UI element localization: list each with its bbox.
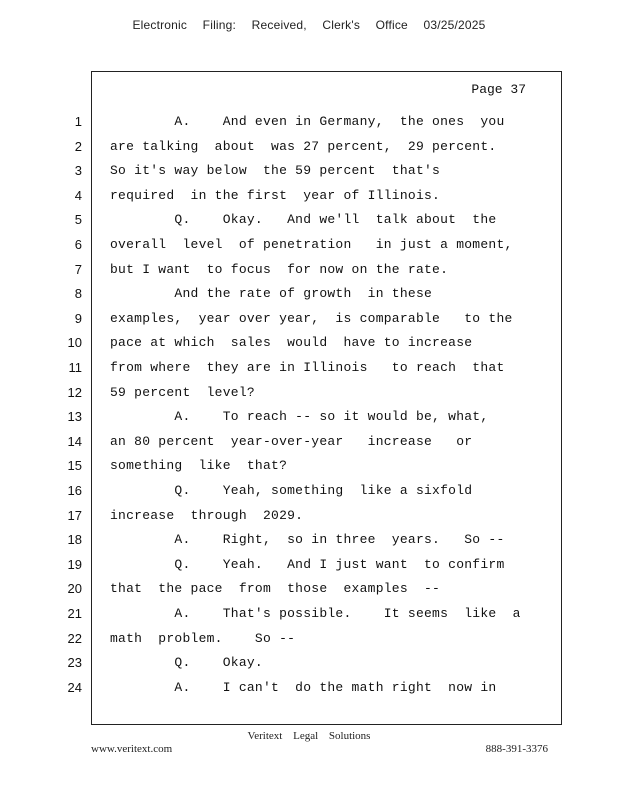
transcript-line: are talking about was 27 percent, 29 percent.	[110, 138, 497, 154]
transcript-line: Q. Yeah, something like a sixfold	[110, 483, 473, 498]
footer-website: www.veritext.com	[91, 743, 173, 755]
transcript-line: overall level of penetration in just a moment,	[110, 237, 513, 252]
line-number: 14	[67, 433, 82, 449]
transcript-line: A. To reach -- so it would be, what,	[110, 409, 489, 425]
transcript-line: A. I can't do the math right now in	[110, 679, 497, 695]
line-number: 15	[67, 458, 82, 474]
transcript-line: pace at which sales would have to increase	[110, 335, 473, 351]
line-number: 16	[67, 483, 82, 498]
line-number: 19	[67, 556, 82, 572]
filing-header	[0, 18, 618, 32]
transcript-line: 59 percent level?	[110, 384, 255, 400]
transcript-line: that the pace from those examples --	[110, 581, 441, 597]
footer-word: Solutions	[328, 730, 371, 742]
transcript-line: Q. Okay.	[110, 655, 263, 671]
line-number: 22	[67, 630, 82, 646]
transcript-line: Q. Okay. And we'll talk about the	[110, 212, 497, 228]
footer-word: Veritext	[247, 730, 283, 742]
footer-company	[0, 730, 618, 742]
line-number: 4	[74, 187, 82, 203]
transcript-line: required in the first year of Illinois.	[110, 187, 441, 203]
line-number: 6	[74, 237, 82, 252]
line-number: 5	[74, 212, 82, 228]
transcript-line: A. And even in Germany, the ones you	[110, 114, 505, 129]
transcript-line: math problem. So --	[110, 630, 296, 646]
line-number: 9	[74, 310, 82, 326]
line-number: 3	[74, 163, 82, 179]
footer-word: Legal	[293, 730, 319, 742]
line-number: 12	[67, 384, 82, 400]
line-number: 23	[67, 655, 82, 671]
transcript-line: examples, year over year, is comparable to the	[110, 310, 513, 326]
transcript-line: increase through 2029.	[110, 507, 304, 523]
transcript-line: So it's way below the 59 percent that's	[110, 163, 441, 179]
transcript-line: A. Right, so in three years. So --	[110, 532, 505, 548]
header-word: Received,	[251, 18, 307, 32]
page-number: Page 37	[471, 82, 526, 97]
transcript-line: Q. Yeah. And I just want to confirm	[110, 556, 505, 572]
line-number: 21	[67, 606, 82, 621]
line-number: 2	[74, 138, 82, 154]
transcript-line: an 80 percent year-over-year increase or	[110, 433, 473, 449]
transcript-line: from where they are in Illinois to reach that	[110, 360, 505, 375]
header-word: Electronic	[132, 18, 188, 32]
header-word: Filing:	[202, 18, 237, 32]
transcript-line: And the rate of growth in these	[110, 286, 433, 302]
header-word: Office	[375, 18, 408, 32]
line-number: 1	[74, 114, 82, 129]
footer-phone: 888-391-3376	[485, 743, 548, 755]
header-date: 03/25/2025	[423, 18, 486, 32]
line-number: 7	[74, 261, 82, 277]
line-number: 11	[68, 360, 82, 375]
line-number: 8	[74, 286, 82, 302]
line-number: 24	[67, 679, 82, 695]
header-word: Clerk's	[322, 18, 361, 32]
line-number: 18	[67, 532, 82, 548]
transcript-line: A. That's possible. It seems like a	[110, 606, 521, 621]
transcript-line: something like that?	[110, 458, 288, 474]
line-number: 20	[67, 581, 82, 597]
line-number: 17	[67, 507, 82, 523]
line-number: 13	[67, 409, 82, 425]
line-number: 10	[67, 335, 82, 351]
transcript-line: but I want to focus for now on the rate.	[110, 261, 449, 277]
